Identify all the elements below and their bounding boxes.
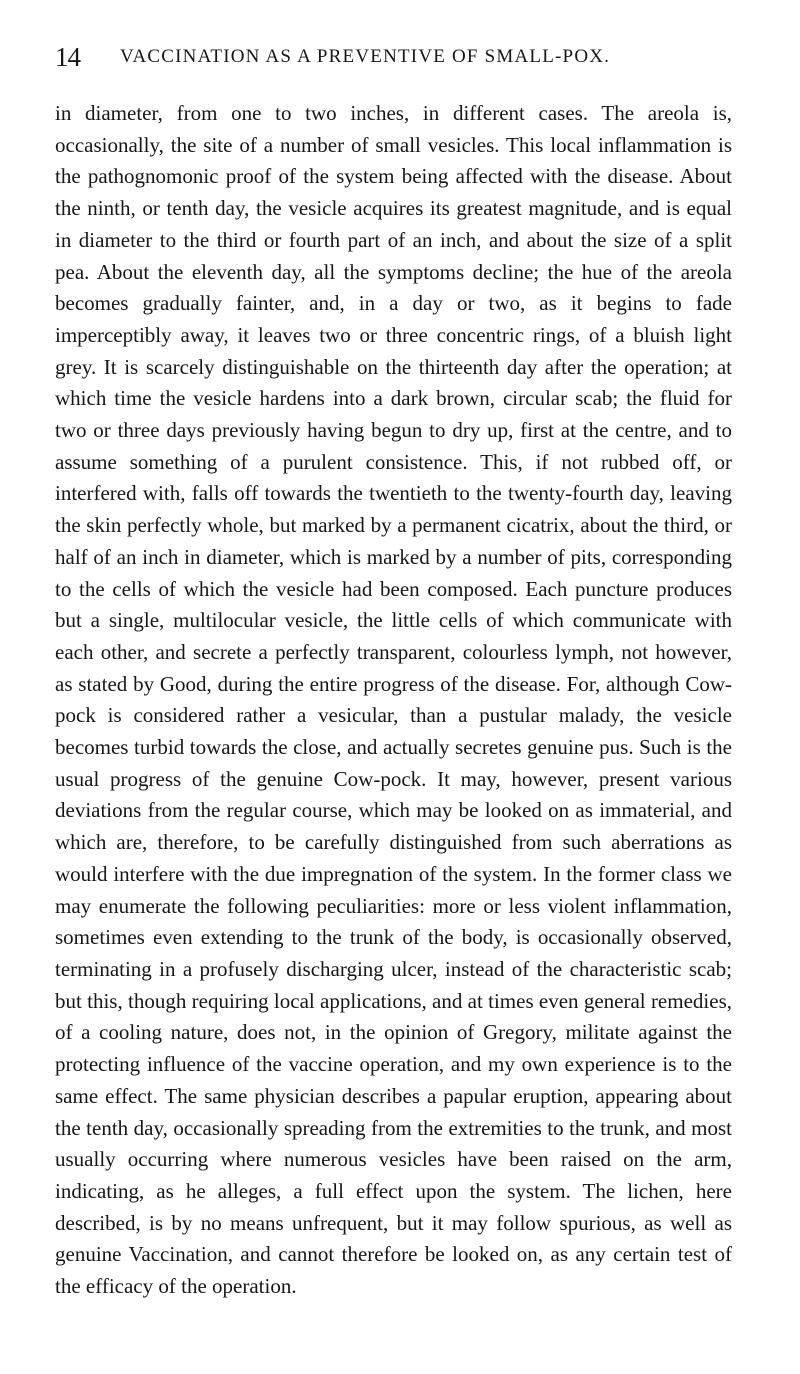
page-number: 14 (55, 42, 80, 72)
running-head: VACCINATION AS A PREVENTIVE OF SMALL-POX. (120, 46, 611, 67)
page-header (55, 40, 732, 74)
body-paragraph: in diameter, from one to two inches, in different cases. The areola is, occasionally, the site of a number of small vesicles. This local inflammation is the pathognomonic proof of the system being affected with the disease. About the ninth, or tenth day, the vesicle acquires its greatest magnitude, and is equal in diameter to the third or fourth part of an inch, and about the size of a split pea. About the eleventh day, all the symptoms decline; the hue of the areola becomes gradually fainter, and, in a day or two, as it begins to fade imperceptibly away, it leaves two or three concentric rings, of a bluish light grey. It is scarcely distinguishable on the thirteenth day after the operation; at which time the vesicle hardens into a dark brown, circular scab; the fluid for two or three days previously having begun to dry up, first at the centre, and to assume something of a purulent consistence. This, if not rubbed off, or interfered with, falls off towards the twentieth to the twenty-fourth day, leaving the skin perfectly whole, but marked by a permanent cicatrix, about the third, or half of an inch in diameter, which is marked by a number of pits, corresponding to the cells of which the vesicle had been composed. Each puncture produces but a single, multilocular vesicle, the little cells of which communicate with each other, and secrete a perfectly transparent, colourless lymph, not however, as stated by Good, during the entire progress of the disease. For, although Cow-pock is considered rather a vesicular, than a pustular malady, the vesicle becomes turbid towards the close, and actually secretes genuine pus. Such is the usual progress of the genuine Cow-pock. It may, however, present various deviations from the regular course, which may be looked on as immaterial, and which are, therefore, to be carefully distinguished from such aberrations as would interfere with the due impregnation of the system. In the former class we may enumerate the following peculiarities: more or less violent inflammation, sometimes even extending to the trunk of the body, is occasionally observed, terminating in a profusely discharging ulcer, instead of the characteristic scab; but this, though requiring local applications, and at times even general remedies, of a cooling nature, does not, in the opinion of Gregory, militate against the protecting influence of the vaccine operation, and my own experience is to the same effect. The same physician describes a papular eruption, appearing about the tenth day, occasionally spreading from the extremities to the trunk, and most usually occurring where numerous vesicles have been raised on the arm, indicating, as he alleges, a full effect upon the system. The lichen, here described, is by no means unfrequent, but it may follow spurious, as well as genuine Vaccination, and cannot therefore be looked on, as any certain test of the efficacy of the operation. (55, 101, 732, 1299)
